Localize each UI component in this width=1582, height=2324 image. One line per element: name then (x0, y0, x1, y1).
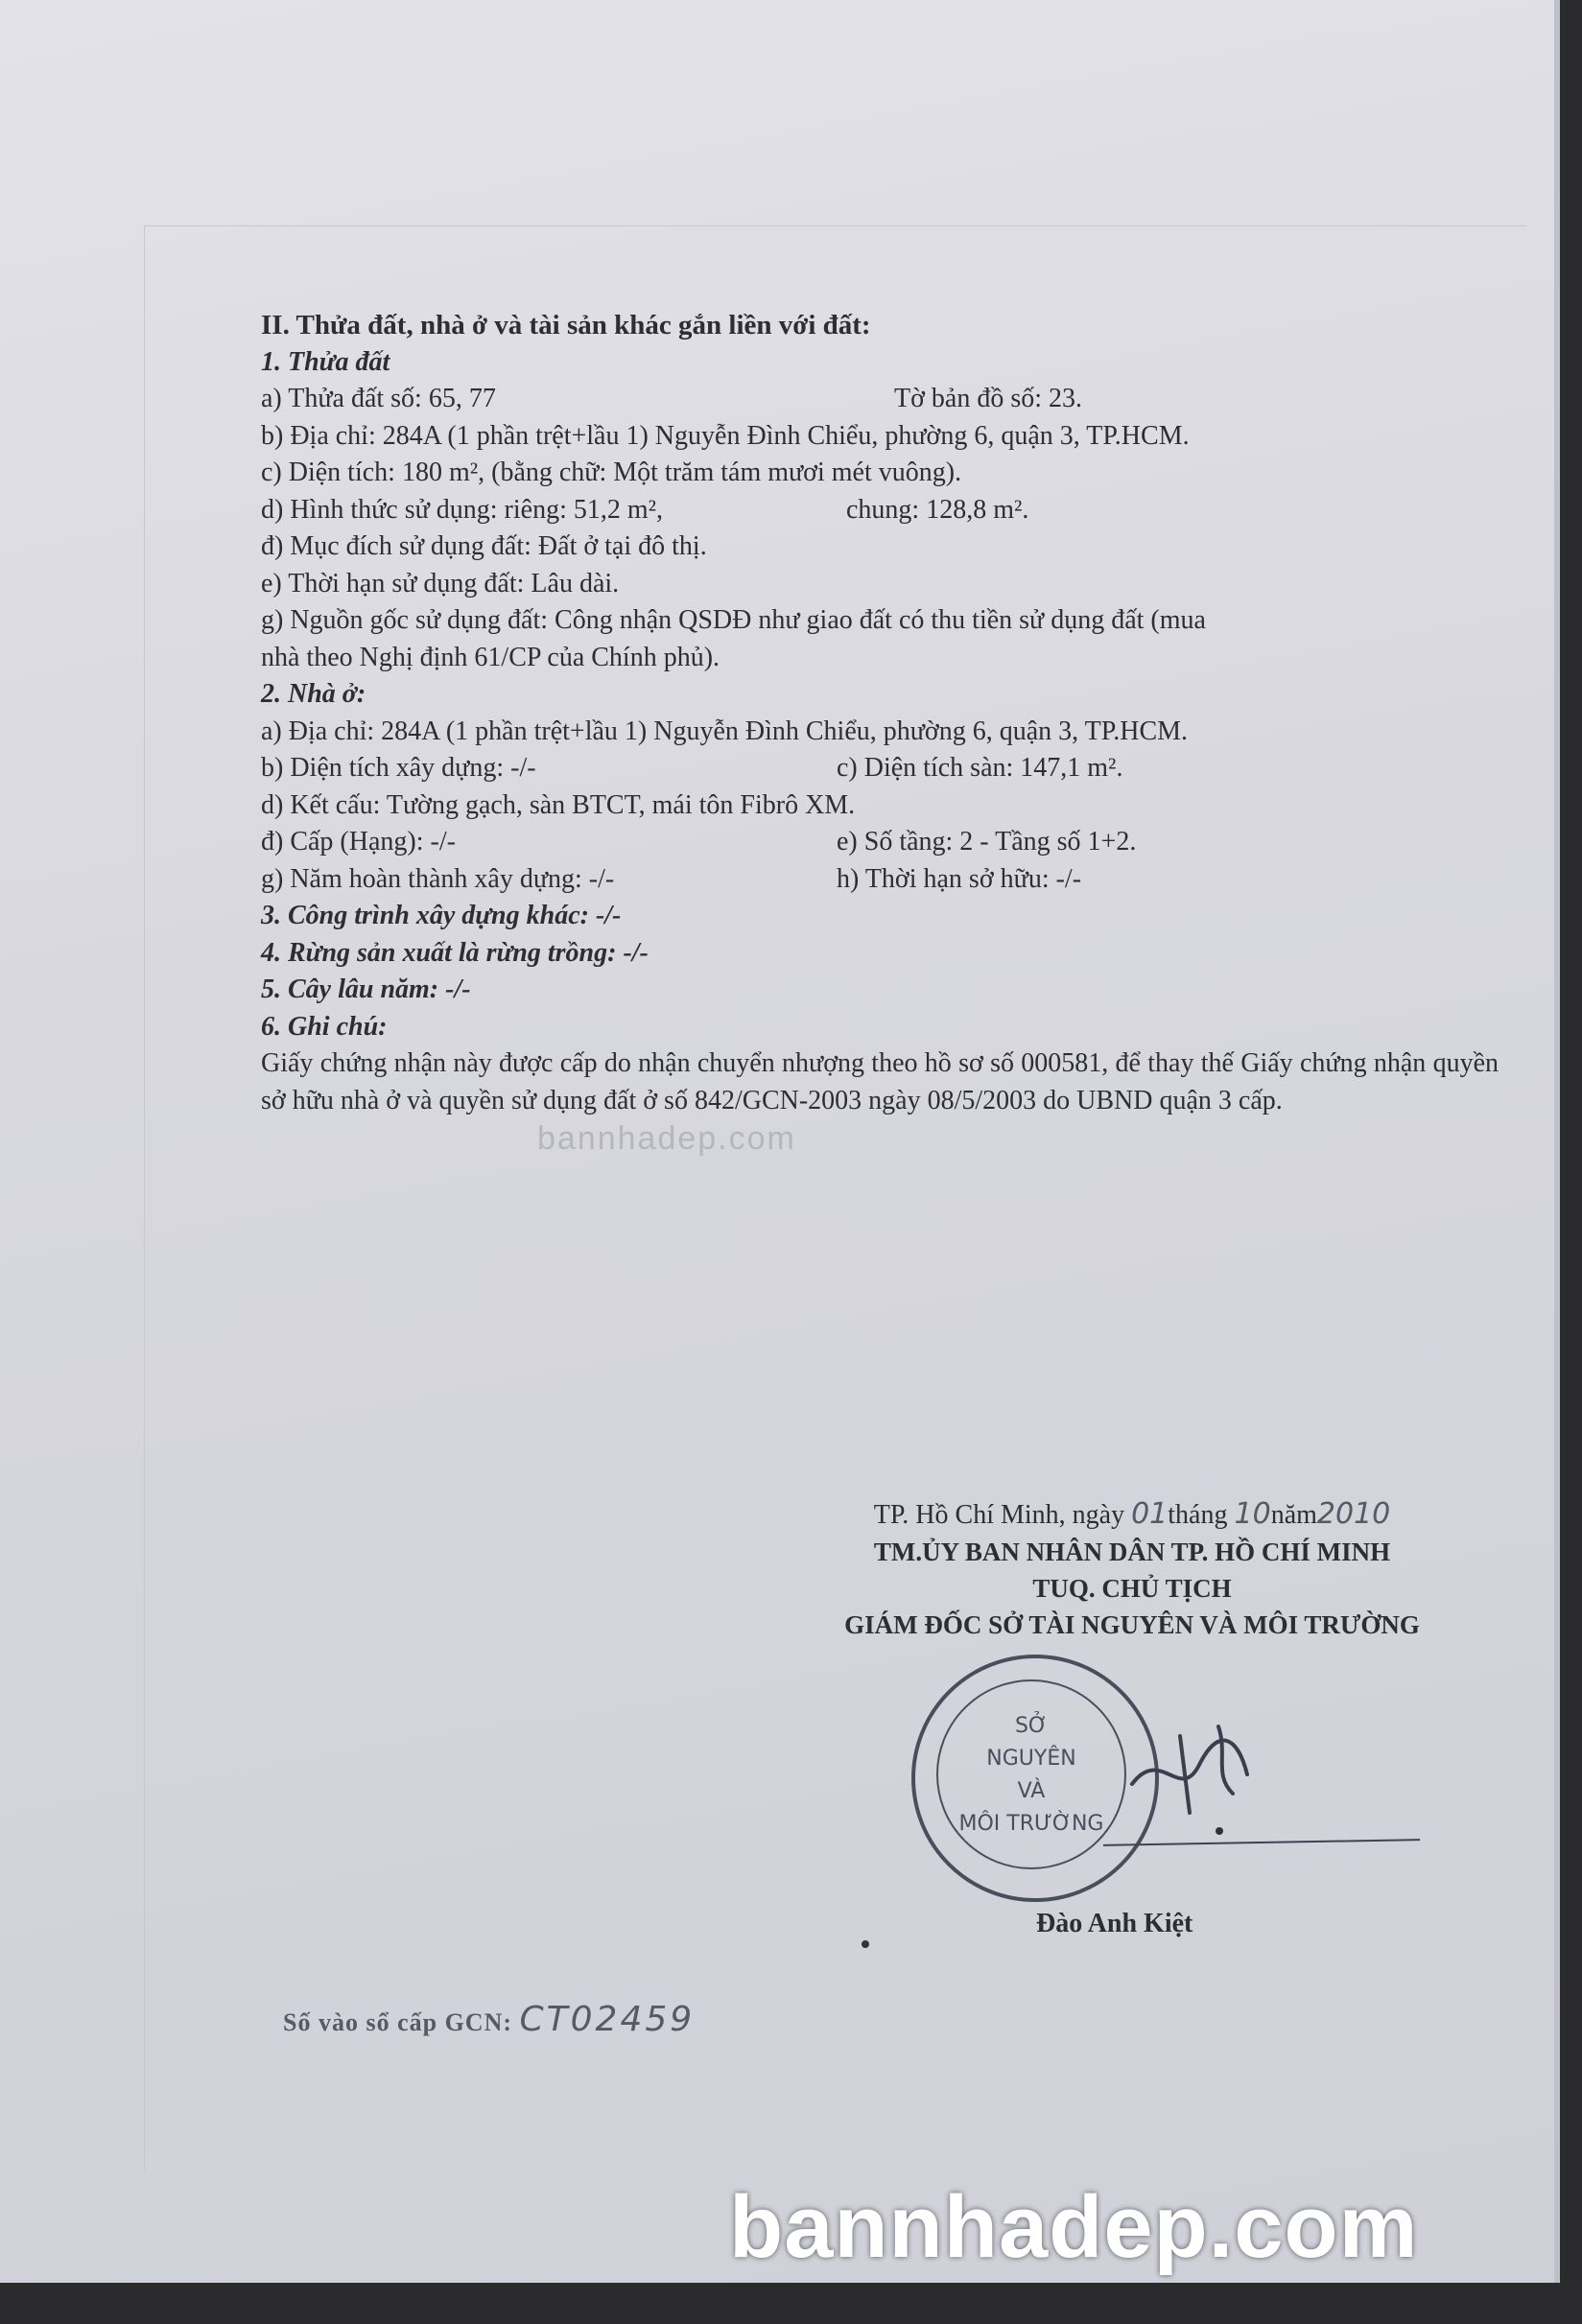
land-origin-2: nhà theo Nghị định 61/CP của Chính phủ). (261, 642, 720, 672)
date-prefix: TP. Hồ Chí Minh, ngày (873, 1500, 1125, 1530)
house-grade-row (261, 824, 1508, 861)
org-line-1: TM.ỦY BAN NHÂN DÂN TP. HỒ CHÍ MINH (873, 1538, 1391, 1566)
registry-label: Số vào sổ cấp GCN: (283, 2008, 513, 2036)
handwritten-signature (1122, 1717, 1266, 1822)
watermark-mid: bannhadep.com (537, 1120, 796, 1157)
seal-line: NGUYÊN (986, 1747, 1076, 1771)
certificate-body (261, 307, 1508, 1119)
land-term: e) Thời hạn sử dụng đất: Lâu dài. (261, 568, 620, 599)
registry-number (283, 2000, 695, 2039)
usage-private: d) Hình thức sử dụng: riêng: 51,2 m², (261, 494, 664, 525)
map-sheet-number: Tờ bản đồ số: 23. (894, 384, 1083, 413)
date-year: 2010 (1316, 1497, 1391, 1531)
date-line (767, 1496, 1497, 1534)
parcel-number: a) Thửa đất số: 65, 77 (261, 384, 496, 413)
notes-text: Giấy chứng nhận này được cấp do nhận chuyển nhượng theo hồ sơ số 000581, để thay thế Giấy chứng nhận quyền sở hữu nhà ở và quyền sử dụng đất ở số 842/GCN-2003 ngày 08/5/2003 do UBND quận 3 cấp. (261, 1048, 1499, 1115)
section-title: II. Thửa đất, nhà ở và tài sản khác gắn liền với đất: (261, 310, 871, 340)
seal-line: MÔI TRƯỜNG (958, 1812, 1104, 1836)
completion-year: g) Năm hoàn thành xây dựng: -/- (261, 863, 615, 894)
land-address: b) Địa chỉ: 284A (1 phần trệt+lầu 1) Nguyễn Đình Chiểu, phường 6, quận 3, TP.HCM. (261, 420, 1190, 451)
month-label: tháng (1168, 1500, 1228, 1530)
year-label: năm (1270, 1500, 1317, 1530)
usage-common: chung: 128,8 m². (846, 494, 1029, 525)
seal-line: VÀ (1017, 1779, 1046, 1803)
land-area: c) Diện tích: 180 m², (bằng chữ: Một trăm tám mươi mét vuông). (261, 458, 962, 487)
land-purpose: đ) Mục đích sử dụng đất: Đất ở tại đô thị. (261, 531, 707, 561)
org-line-2: TUQ. CHỦ TỊCH (1032, 1574, 1232, 1603)
other-works: 3. Công trình xây dựng khác: -/- (261, 901, 622, 930)
signature-block (767, 1496, 1497, 1643)
house-grade: đ) Cấp (Hạng): -/- (261, 827, 456, 857)
date-day: 01 (1131, 1497, 1169, 1531)
house-structure: d) Kết cấu: Tường gạch, sàn BTCT, mái tôn Fibrô XM. (261, 789, 856, 820)
ownership-term: h) Thời hạn sở hữu: -/- (837, 863, 1082, 894)
floor-area: c) Diện tích sàn: 147,1 m². (837, 753, 1123, 783)
site-watermark: bannhadep.com (729, 2178, 1419, 2276)
org-line-3: GIÁM ĐỐC SỞ TÀI NGUYÊN VÀ MÔI TRƯỜNG (844, 1610, 1420, 1639)
land-parcel-row (261, 381, 1508, 418)
land-origin-1: g) Nguồn gốc sử dụng đất: Công nhận QSDĐ như giao đất có thu tiền sử dụng đất (mua (261, 605, 1206, 635)
registry-value: CT02459 (519, 2000, 696, 2039)
built-area: b) Diện tích xây dựng: -/- (261, 753, 536, 783)
house-year-row (261, 861, 1508, 899)
land-heading: 1. Thửa đất (261, 346, 390, 377)
house-address: a) Địa chỉ: 284A (1 phần trệt+lầu 1) Nguyễn Đình Chiểu, phường 6, quận 3, TP.HCM. (261, 716, 1189, 746)
signer-name: Đào Anh Kiệt (1036, 1909, 1193, 1938)
date-month: 10 (1234, 1497, 1271, 1531)
house-area-row (261, 750, 1508, 787)
notes-heading: 6. Ghi chú: (261, 1011, 388, 1042)
seal-line: SỞ (1014, 1714, 1049, 1738)
house-floors: e) Số tầng: 2 - Tầng số 1+2. (837, 827, 1137, 857)
perennial-trees: 5. Cây lâu năm: -/- (261, 974, 471, 1004)
seal-text (936, 1679, 1126, 1869)
house-heading: 2. Nhà ở: (261, 679, 366, 709)
forest: 4. Rừng sản xuất là rừng trồng: -/- (261, 937, 649, 968)
land-usage-row (261, 492, 1508, 529)
ink-dot (1216, 1827, 1223, 1835)
ink-dot (862, 1940, 869, 1948)
